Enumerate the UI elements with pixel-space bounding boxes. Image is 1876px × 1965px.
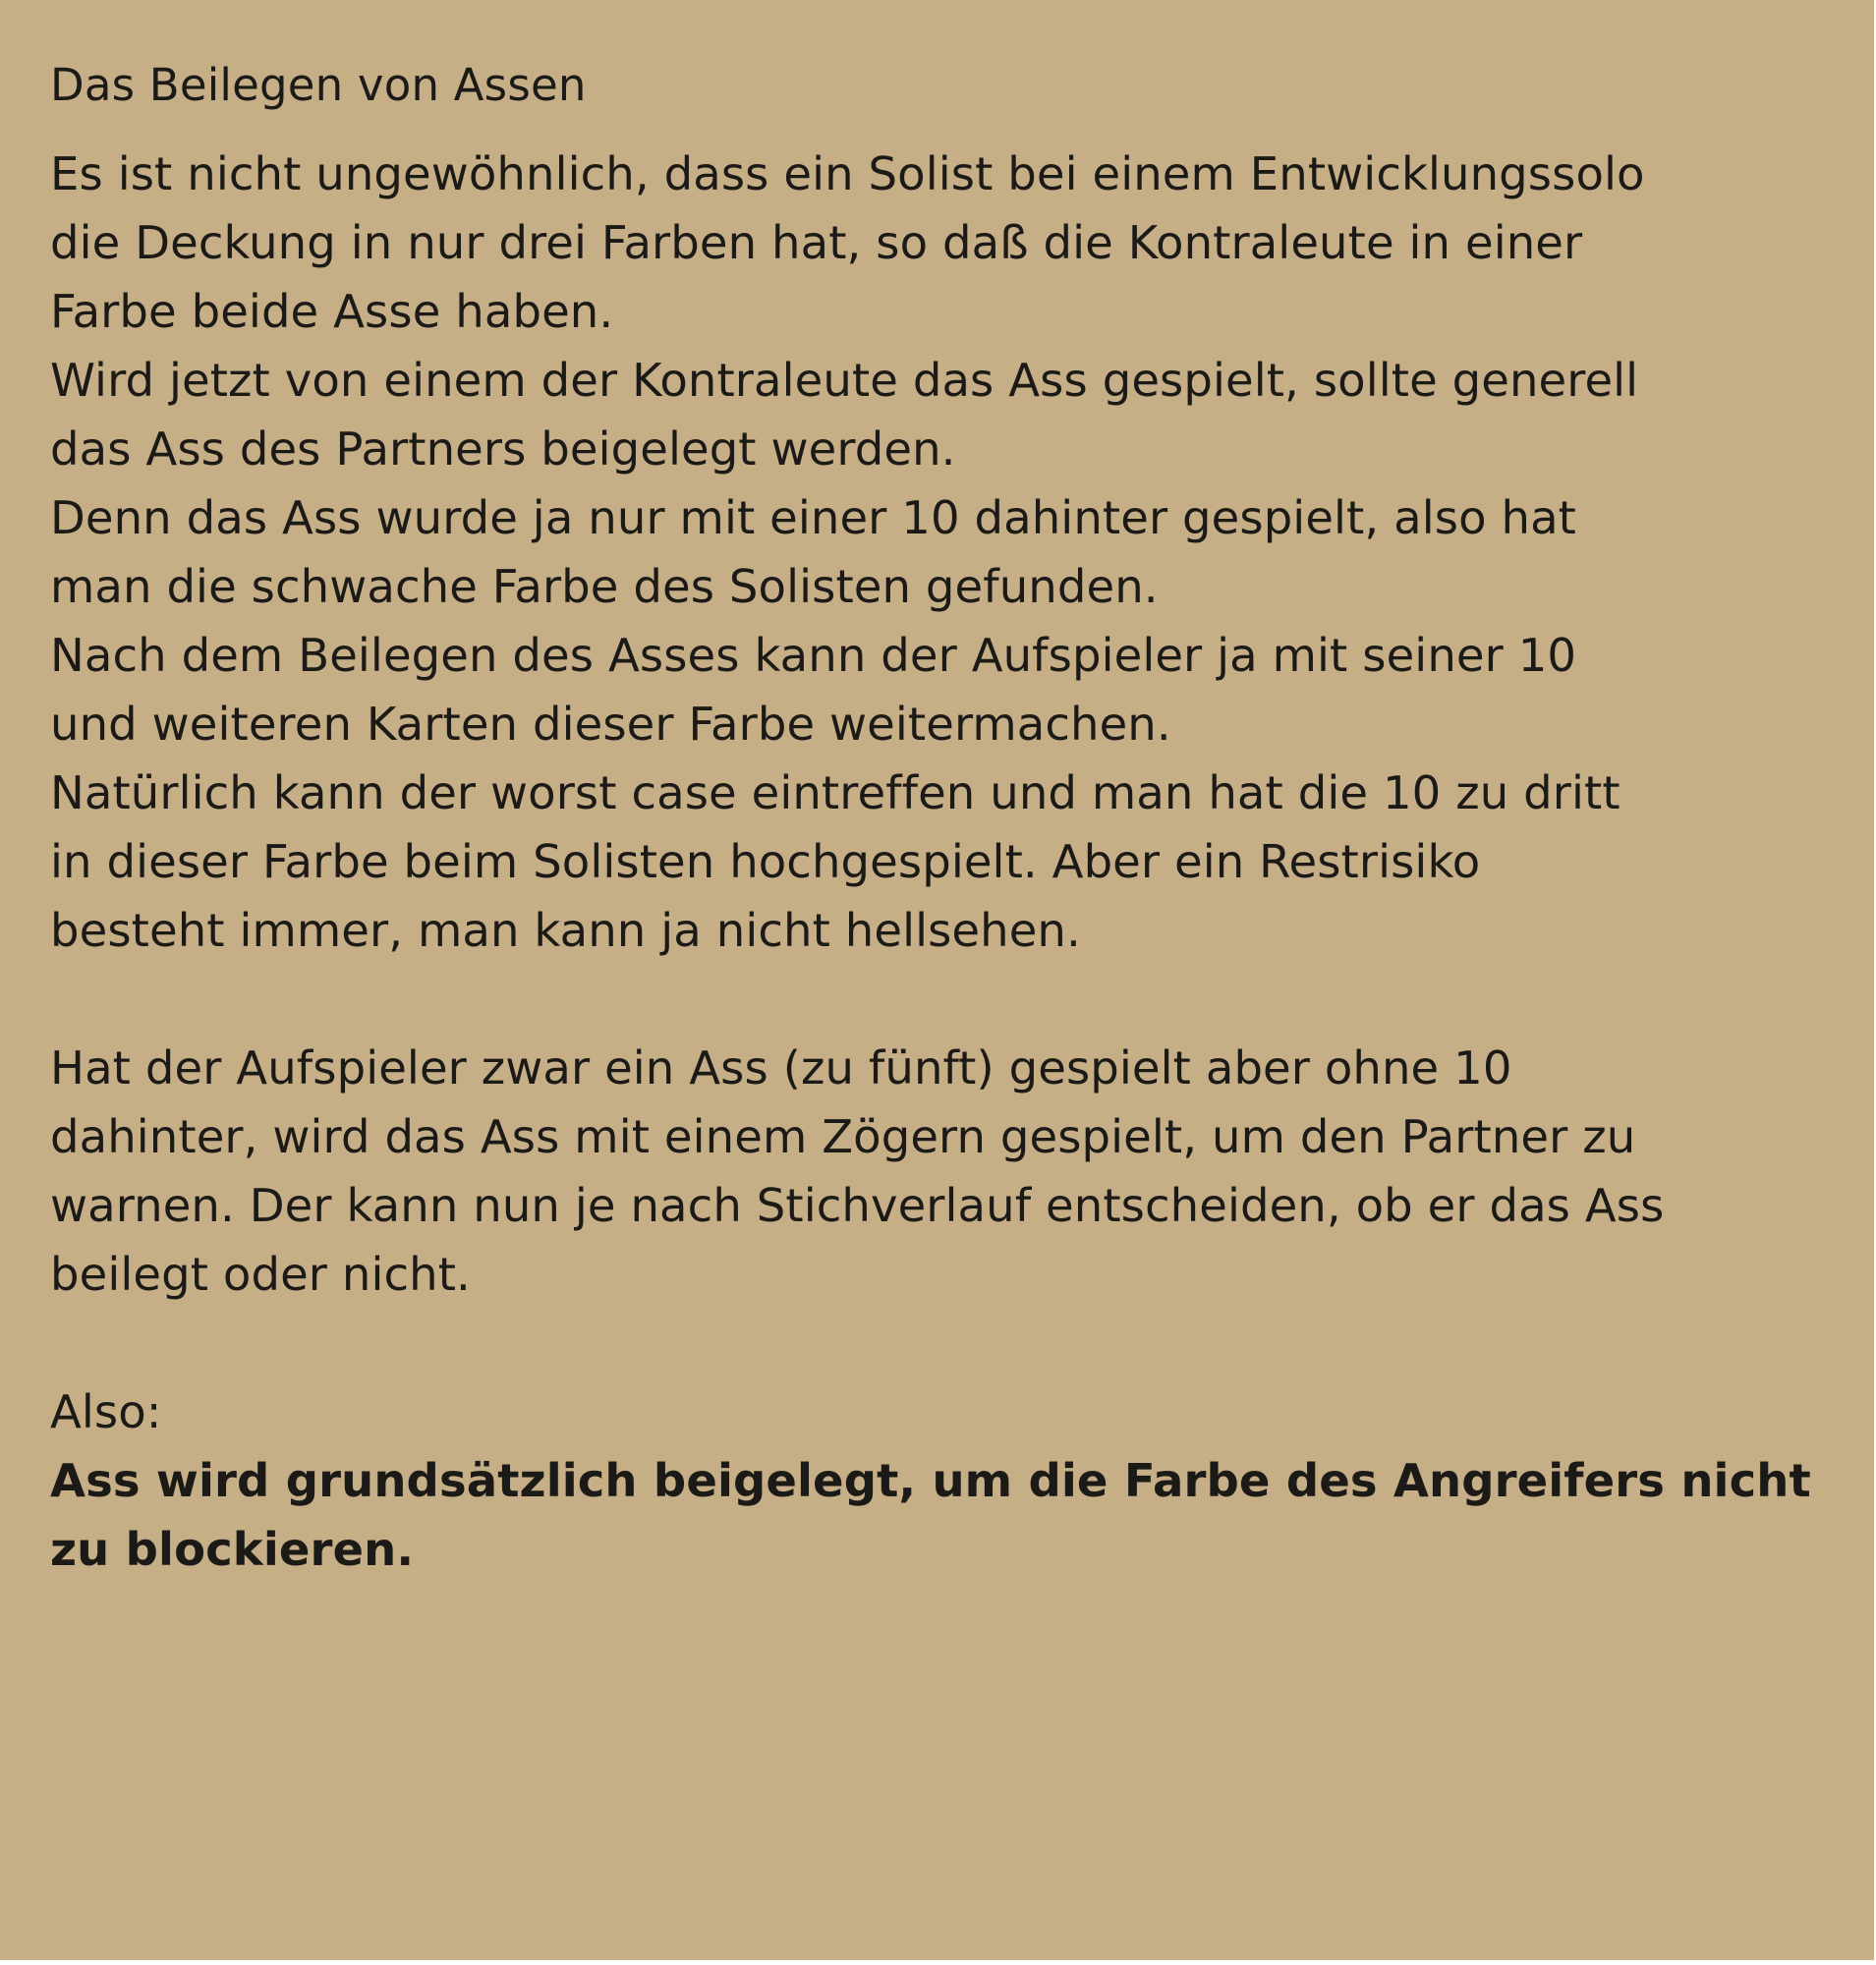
conclusion-line: zu blockieren.	[50, 1523, 415, 1576]
text-line: Wird jetzt von einem der Kontraleute das Ass gespielt, sollte generell	[50, 354, 1639, 407]
text-line: dahinter, wird das Ass mit einem Zögern gespielt, um den Partner zu	[50, 1110, 1636, 1163]
text-line: besteht immer, man kann ja nicht hellsehen.	[50, 904, 1081, 957]
paragraph-spacer	[50, 1309, 1799, 1377]
text-line: beilegt oder nicht.	[50, 1248, 471, 1301]
text-line: Es ist nicht ungewöhnlich, dass ein Solist bei einem Entwicklungssolo	[50, 147, 1645, 200]
conclusion-label: Also:	[50, 1385, 162, 1438]
text-line: man die schwache Farbe des Solisten gefunden.	[50, 560, 1159, 613]
paragraph-hesitation	[50, 1034, 1799, 1309]
text-line: Nach dem Beilegen des Asses kann der Aufspieler ja mit seiner 10	[50, 629, 1577, 682]
conclusion-line: Ass wird grundsätzlich beigelegt, um die Farbe des Angreifers nicht	[50, 1454, 1811, 1507]
text-line: in dieser Farbe beim Solisten hochgespielt. Aber ein Restrisiko	[50, 835, 1481, 888]
text-line: Hat der Aufspieler zwar ein Ass (zu fünft) gespielt aber ohne 10	[50, 1041, 1512, 1095]
text-line: warnen. Der kann nun je nach Stichverlauf entscheiden, ob er das Ass	[50, 1179, 1665, 1232]
text-line: Farbe beide Asse haben.	[50, 285, 614, 338]
text-line: das Ass des Partners beigelegt werden.	[50, 422, 956, 476]
text-line: die Deckung in nur drei Farben hat, so daß die Kontraleute in einer	[50, 216, 1583, 269]
paragraph-intro	[50, 140, 1799, 965]
conclusion-block	[50, 1377, 1811, 1584]
document-title: Das Beilegen von Assen	[50, 59, 587, 111]
text-line: Denn das Ass wurde ja nur mit einer 10 dahinter gespielt, also hat	[50, 491, 1577, 544]
text-line: Natürlich kann der worst case eintreffen und man hat die 10 zu dritt	[50, 766, 1620, 819]
paragraph-spacer	[50, 965, 1799, 1034]
text-line: und weiteren Karten dieser Farbe weitermachen.	[50, 698, 1171, 751]
document-content	[50, 51, 1811, 1584]
